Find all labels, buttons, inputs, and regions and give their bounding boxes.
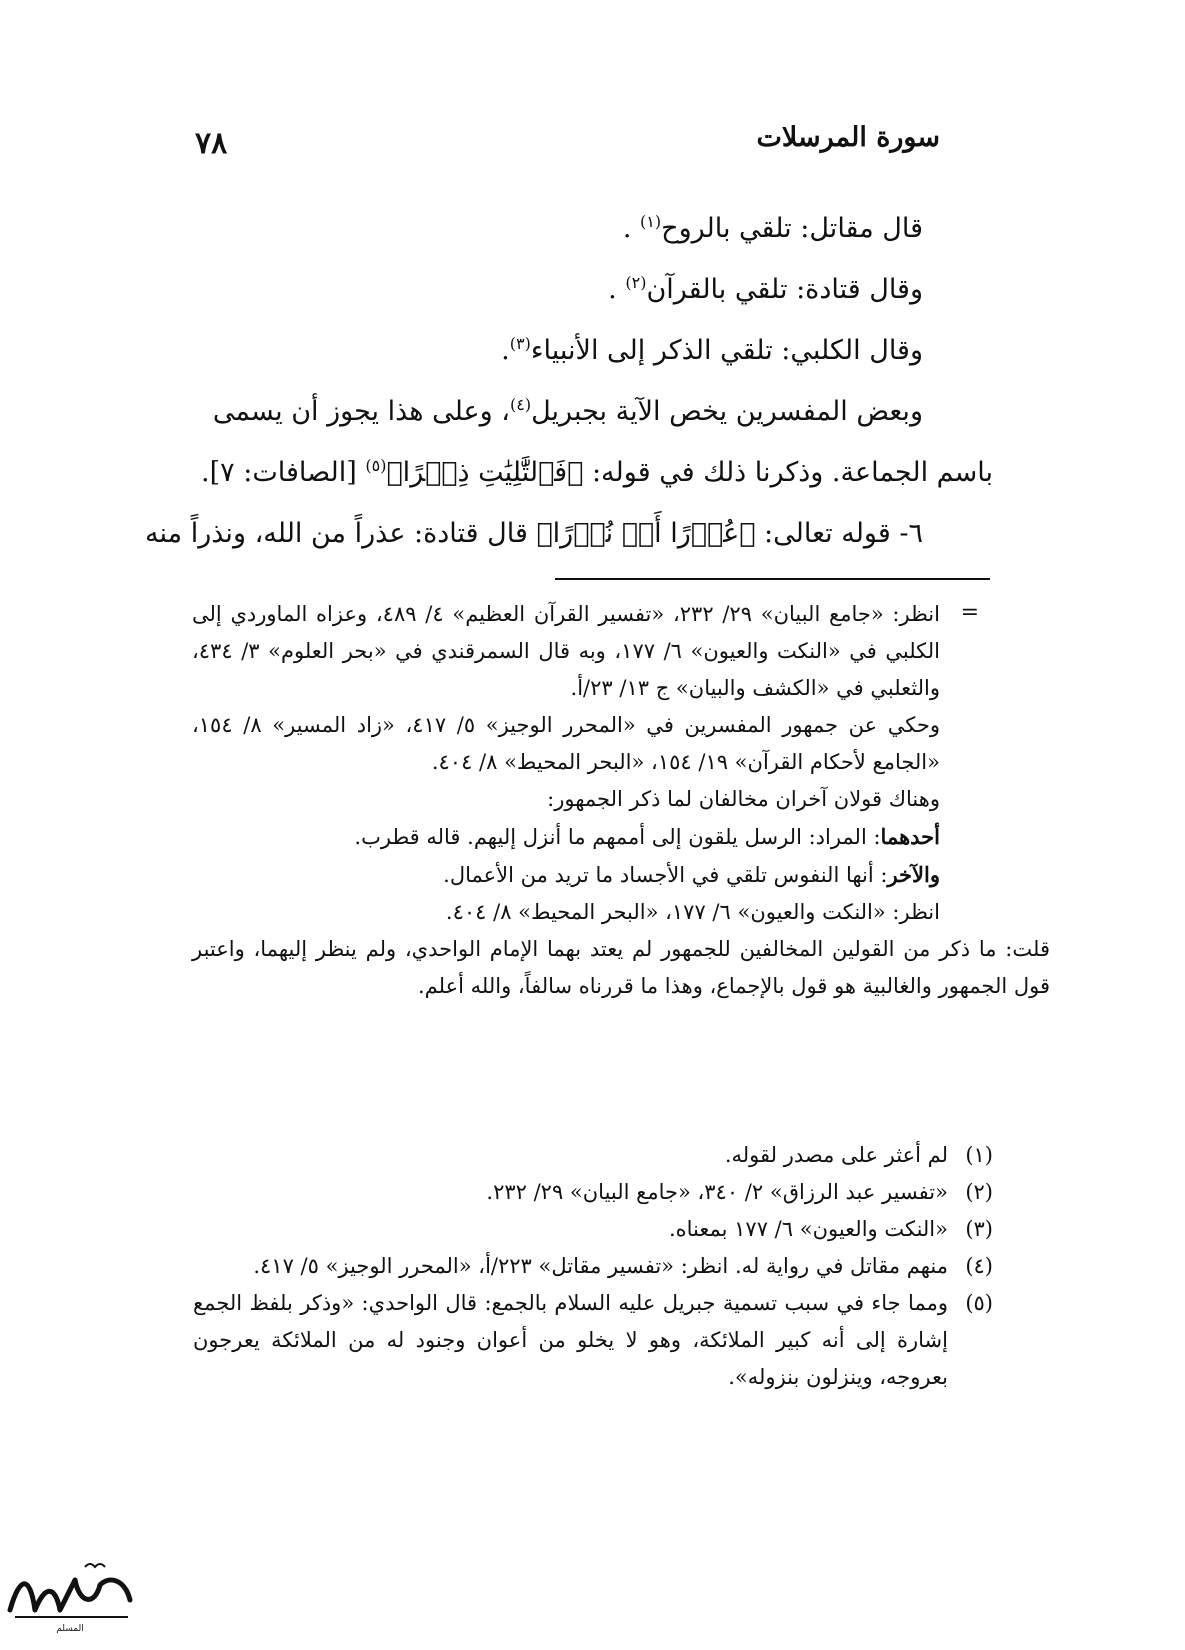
calligraphy-logo-icon [0,1555,140,1635]
footnote-item: (١) لم أعثر على مصدر لقوله. [193,1137,993,1174]
footnote-list [193,1137,993,1396]
body-line: ٦- قوله تعالى: ﴿عُذۡرًا أَوۡ نُذۡرًا﴾ قال قتادة: عذراً من الله، ونذراً منه [145,518,923,549]
body-line: وقال الكلبي: تلقي الذكر إلى الأنبياء$^{(٣)}$. [501,334,923,366]
page-header [195,118,940,168]
footnote-ref: (٣) [509,334,531,353]
page-number: ٧٨ [195,126,228,161]
footnote-number: (٢) [965,1180,993,1204]
footnote-item: (٥) ومما جاء في سبب تسمية جبريل عليه السلام بالجمع: قال الواحدي: «وذكر بلفظ الجمع إشارة إلى أنه كبير الملائكة، وهو لا يخلو من أعوان وجنود له من الملائكة يعرجون بعروجه، وينزلون بنزوله». [193,1285,993,1396]
footnote-ref: (٥) [365,456,387,475]
note-paragraph: والآخر: أنها النفوس تلقي في الأجساد ما تريد من الأعمال. [443,862,940,887]
continuation-mark: = [960,600,979,625]
note-paragraph: انظر: «جامع البيان» ٢٩/ ٢٣٢، «تفسير القرآن العظيم» ٤/ ٤٨٩، وعزاه الماوردي إلى الكلبي في «النكت والعيون» ٦/ ١٧٧، وبه قال السمرقندي في «بحر العلوم» ٣/ ٤٣٤، والثعلبي في «الكشف والبيان» ج ١٣/ ٢٣/أ. [192,602,940,700]
footnote-ref: (٢) [625,273,647,292]
footnote-number: (١) [965,1143,993,1167]
note-paragraph: أحدهما: المراد: الرسل يلقون إلى أممهم ما أنزل إليهم. قاله قطرب. [354,824,940,849]
body-line: قال مقاتل: تلقي بالروح$^{(١)}$ . [622,212,923,244]
note-paragraph: انظر: «النكت والعيون» ٦/ ١٧٧، «البحر المحيط» ٨/ ٤٠٤. [445,900,940,924]
main-text-full-lines [113,381,993,564]
footnote-ref: (٤) [510,395,532,414]
footnote-item: (٣) «النكت والعيون» ٦/ ١٧٧ بمعناه. [193,1211,993,1248]
surah-title: سورة المرسلات [756,122,940,153]
note-paragraph: قلت: ما ذكر من القولين المخالفين للجمهور لم يعتد بهما الإمام الواحدي، ولم ينظر إليهما، واعتبر قول الجمهور والغالبية هو قول بالإجماع، وهذا ما قررناه سالفاً، والله أعلم. [192,937,1050,998]
footnote-item: (٢) «تفسير عبد الرزاق» ٢/ ٣٤٠، «جامع البيان» ٢٩/ ٢٣٢. [193,1174,993,1211]
svg-text:المسلم: المسلم [56,1624,84,1634]
continued-footnote [192,596,1050,1005]
body-line: باسم الجماعة. وذكرنا ذلك في قوله: ﴿فَٱلتَّٰلِيَٰتِ ذِكۡرًا﴾$^{(٥)}$ [الصافات: ٧]. [201,456,993,488]
publisher-logo [0,1555,140,1635]
body-line: وقال قتادة: تلقي بالقرآن$^{(٢)}$ . [608,273,923,305]
footnote-separator [555,578,990,580]
footnote-ref: (١) [640,212,662,231]
note-paragraph: وهناك قولان آخران مخالفان لما ذكر الجمهور: [547,787,940,811]
footnote-number: (٤) [965,1254,993,1278]
body-line: وبعض المفسرين يخص الآية بجبريل$^{(٤)}$، وعلى هذا يجوز أن يسمى [212,395,923,427]
main-text-short-lines [115,198,923,381]
footnote-number: (٣) [965,1217,993,1241]
note-bold-term: والآخر [887,862,940,887]
footnote-number: (٥) [965,1291,993,1315]
footnote-item: (٤) منهم مقاتل في رواية له. انظر: «تفسير مقاتل» ٢٢٣/أ، «المحرر الوجيز» ٥/ ٤١٧. [193,1248,993,1285]
note-bold-term: أحدهما [880,824,940,849]
note-paragraph: وحكي عن جمهور المفسرين في «المحرر الوجيز» ٥/ ٤١٧، «زاد المسير» ٨/ ١٥٤، «الجامع لأحكام القرآن» ١٩/ ١٥٤، «البحر المحيط» ٨/ ٤٠٤. [192,713,940,774]
